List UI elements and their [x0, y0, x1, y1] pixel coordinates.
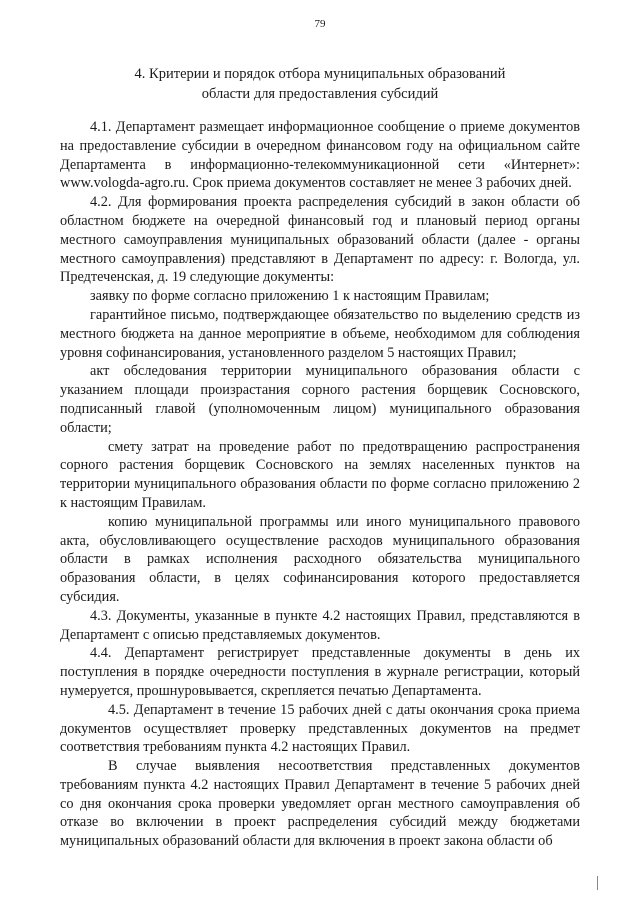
page-number: 79	[314, 18, 326, 30]
paragraph-4-3: 4.3. Документы, указанные в пункте 4.2 настоящих Правил, представляются в Департамент с описью представляемых документов.	[60, 607, 580, 643]
list-item: заявку по форме согласно приложению 1 к настоящим Правилам;	[90, 288, 490, 305]
paragraph-4-1: 4.1. Департамент размещает информационное сообщение о приеме документов на предоставление субсидии в очередном финансовом году на официальном сайте Департамента в информационно-телекоммуникационной сети «Интернет»: www.vologda-agro.ru. Срок приема документов составляет не менее 3 рабочих дней.	[60, 119, 580, 192]
heading-line-1: 4. Критерии и порядок отбора муниципальных образований	[134, 66, 506, 82]
scan-margin-mark	[597, 876, 598, 890]
section-heading	[60, 64, 580, 104]
paragraph-4-2: 4.2. Для формирования проекта распределения субсидий в закон области об областном бюджете на очередной финансовый год и плановый период органы местного самоуправления муниципальных образований области (далее - органы местного самоуправления) представляют в Департамент по адресу: г. Вологда, ул. Предтеченская, д. 19 следующие документы:	[60, 194, 580, 286]
heading-line-2: области для предоставления субсидий	[201, 86, 439, 102]
paragraph-4-5: 4.5. Департамент в течение 15 рабочих дней с даты окончания срока приема документов осуществляет проверку представленных документов на предмет соответствия требованиям пункта 4.2 настоящих Правил.	[60, 701, 580, 756]
list-item: копию муниципальной программы или иного муниципального правового акта, обусловливающего осуществление расходов муниципального образования области в рамках исполнения расходного обязательства муниципального образования области, в целях софинансирования которого предоставляется субсидия.	[60, 513, 580, 605]
document-body	[60, 118, 580, 851]
list-item: смету затрат на проведение работ по предотвращению распространения сорного растения борщевик Сосновского на землях населенных пунктов на территории муниципального образования области по форме согласно приложению 2 к настоящим Правилам.	[60, 438, 580, 511]
paragraph-4-4: 4.4. Департамент регистрирует представленные документы в день их поступления в порядке очередности поступления в журнале регистрации, который нумеруется, прошнуровывается, скрепляется печатью Департамента.	[60, 645, 580, 699]
list-item: гарантийное письмо, подтверждающее обязательство по выделению средств из местного бюджета на данное мероприятие в объеме, необходимом для соблюдения уровня софинансирования, установленного разделом 5 настоящих Правил;	[60, 306, 580, 361]
paragraph-continuation: В случае выявления несоответствия представленных документов требованиям пункта 4.2 настоящих Правил Департамент в течение 5 рабочих дней со дня окончания срока проверки уведомляет орган местного самоуправления об отказе во включении в проект распределения субсидий между бюджетами муниципальных образований области для включения в проект закона области об	[60, 758, 580, 850]
list-item: акт обследования территории муниципального образования области с указанием площади произрастания сорного растения борщевик Сосновского, подписанный главой (уполномоченным лицом) муниципального образования области;	[60, 363, 580, 436]
